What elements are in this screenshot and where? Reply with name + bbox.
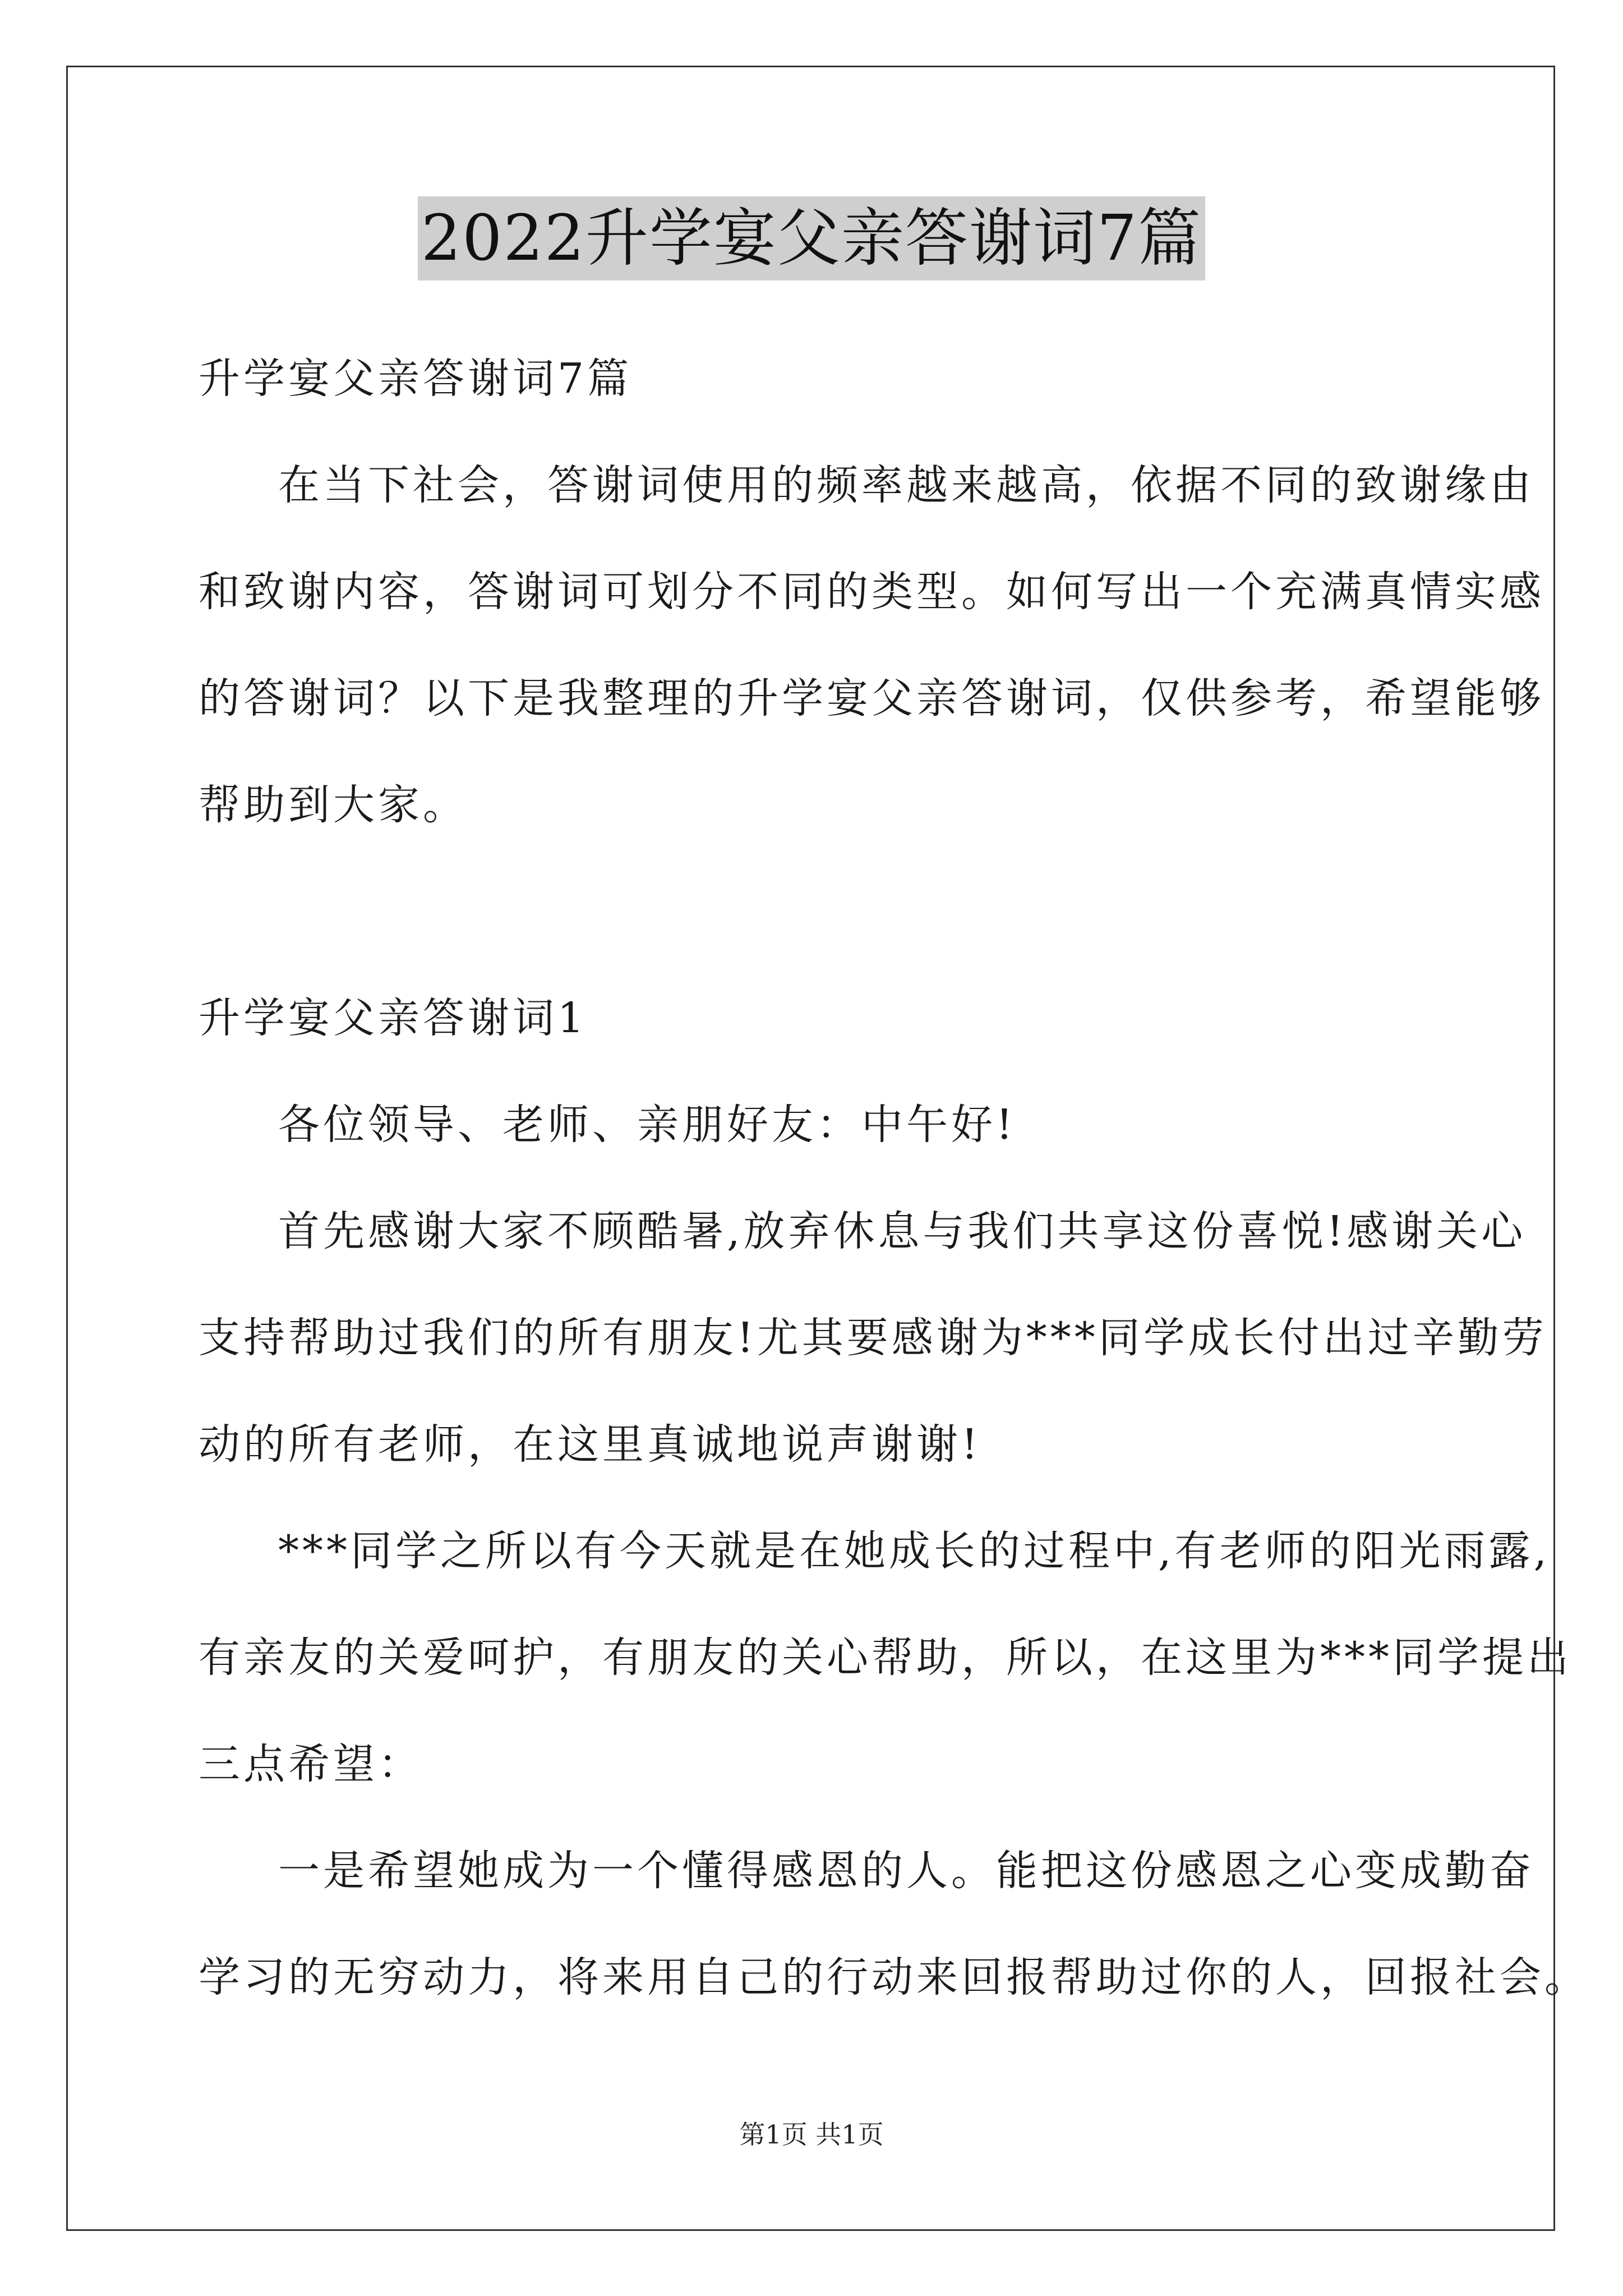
- greeting: 各位领导、老师、亲朋好友：中午好!: [278, 1101, 1016, 1149]
- intro-line: 和致谢内容，答谢词可划分不同的类型。如何写出一个充满真情实感: [199, 568, 1544, 616]
- title-container: [0, 196, 1623, 280]
- paragraph-line: 支持帮助过我们的所有朋友!尤其要感谢为***同学成长付出过辛勤劳: [199, 1314, 1547, 1362]
- paragraph-line: 动的所有老师，在这里真诚地说声谢谢!: [199, 1420, 981, 1469]
- intro-line: 在当下社会，答谢词使用的频率越来越高，依据不同的致谢缘由: [278, 461, 1534, 509]
- paragraph-line: 学习的无穷动力，将来用自己的行动来回报帮助过你的人，回报社会。: [199, 1953, 1589, 2001]
- paragraph-line: 一是希望她成为一个懂得感恩的人。能把这份感恩之心变成勤奋: [278, 1847, 1534, 1895]
- paragraph-line: 有亲友的关爱呵护，有朋友的关心帮助，所以，在这里为***同学提出: [199, 1634, 1572, 1682]
- document-subtitle: 升学宴父亲答谢词7篇: [199, 355, 633, 403]
- document-title: 2022升学宴父亲答谢词7篇: [418, 196, 1205, 280]
- intro-line: 帮助到大家。: [199, 781, 468, 829]
- paragraph-line: 三点希望：: [199, 1740, 423, 1788]
- paragraph-line: 首先感谢大家不顾酷暑,放弃休息与我们共享这份喜悦!感谢关心: [278, 1207, 1527, 1255]
- page-footer: 第1页 共1页: [739, 2119, 884, 2150]
- section-heading: 升学宴父亲答谢词1: [199, 994, 588, 1042]
- paragraph-line: ***同学之所以有今天就是在她成长的过程中,有老师的阳光雨露,: [278, 1527, 1551, 1575]
- intro-line: 的答谢词？以下是我整理的升学宴父亲答谢词，仅供参考，希望能够: [199, 674, 1544, 723]
